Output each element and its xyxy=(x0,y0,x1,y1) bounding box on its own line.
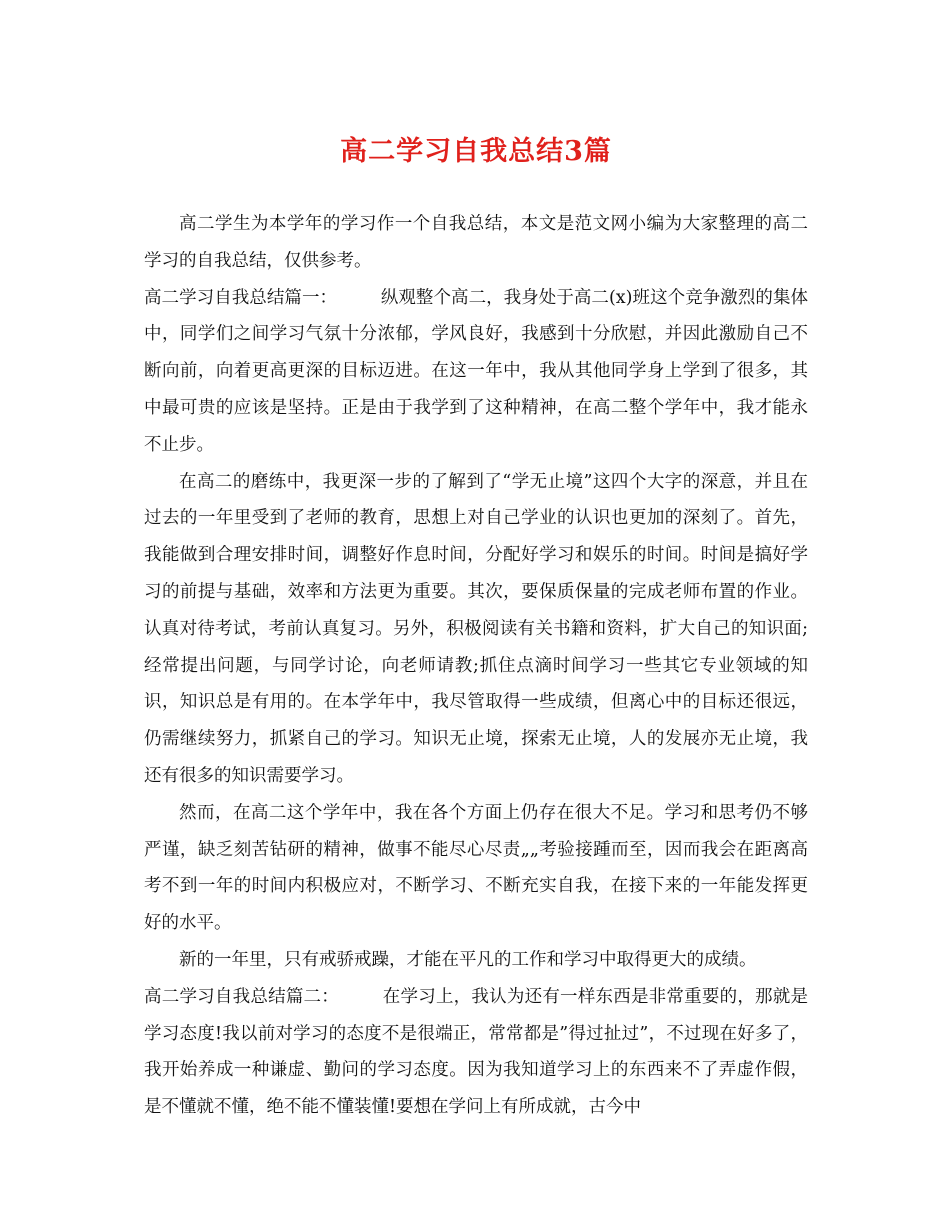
section1-paragraph4: 新的一年里，只有戒骄戒躁，才能在平凡的工作和学习中取得更大的成绩。 xyxy=(179,949,757,970)
document-title: 高二学习自我总结3篇 xyxy=(340,136,612,167)
section1-heading: 高二学习自我总结篇一： xyxy=(144,287,338,308)
section2-paragraph1-text: 在学习上，我认为还有一样东西是非常重要的，那就是学习态度!我以前对学习的态度不是很端正，常常都是”得过扯过”，不过现在好多了，我开始养成一种谦虚、勤问的学习态度。因为我知道学习上的东西来不了弄虚作假，是不懂就不懂，绝不能不懂装懂!要想在学问上有所成就，古今中 xyxy=(144,986,809,1118)
section1-paragraph2: 在高二的磨练中，我更深一步的了解到了“学无止境”这四个大字的深意，并且在过去的一年里受到了老师的教育，思想上对自己学业的认识也更加的深刻了。首先，我能做到合理安排时间，调整好作息时间，分配好学习和娱乐的时间。时间是搞好学习的前提与基础，效率和方法更为重要。其次，要保质保量的完成老师布置的作业。认真对待考试，考前认真复习。另外，积极阅读有关书籍和资料，扩大自己的知识面;经常提出问题，与同学讨论，向老师请教;抓住点滴时间学习一些其它专业领域的知识，知识总是有用的。在本学年中，我尽管取得一些成绩，但离心中的目标还很远，仍需继续努力，抓紧自己的学习。知识无止境，探索无止境，人的发展亦无止境，我还有很多的知识需要学习。 xyxy=(144,471,808,786)
section1-paragraph1-text: 纵观整个高二，我身处于高二(x)班这个竞争激烈的集体中，同学们之间学习气氛十分浓郁，学风良好，我感到十分欣慰，并因此激励自己不断向前，向着更高更深的目标迈进。在这一年中，我从其他同学身上学到了很多，其中最可贵的应该是坚持。正是由于我学到了这种精神，在高二整个学年中，我才能永不止步。 xyxy=(144,287,808,455)
document-body xyxy=(144,206,808,1126)
section1-paragraph1 xyxy=(144,280,808,464)
section2-paragraph1 xyxy=(144,979,808,1126)
intro-paragraph: 高二学生为本学年的学习作一个自我总结，本文是范文网小编为大家整理的高二学习的自我总结，仅供参考。 xyxy=(144,214,808,271)
section1-paragraph3: 然而，在高二这个学年中，我在各个方面上仍存在很大不足。学习和思考仍不够严谨，缺乏刻苦钻研的精神，做事不能尽心尽责„„考验接踵而至，因而我会在距离高考不到一年的时间内积极应对，不断学习、不断充实自我，在接下来的一年能发挥更好的水平。 xyxy=(144,802,808,934)
section2-heading: 高二学习自我总结篇二： xyxy=(144,986,340,1007)
